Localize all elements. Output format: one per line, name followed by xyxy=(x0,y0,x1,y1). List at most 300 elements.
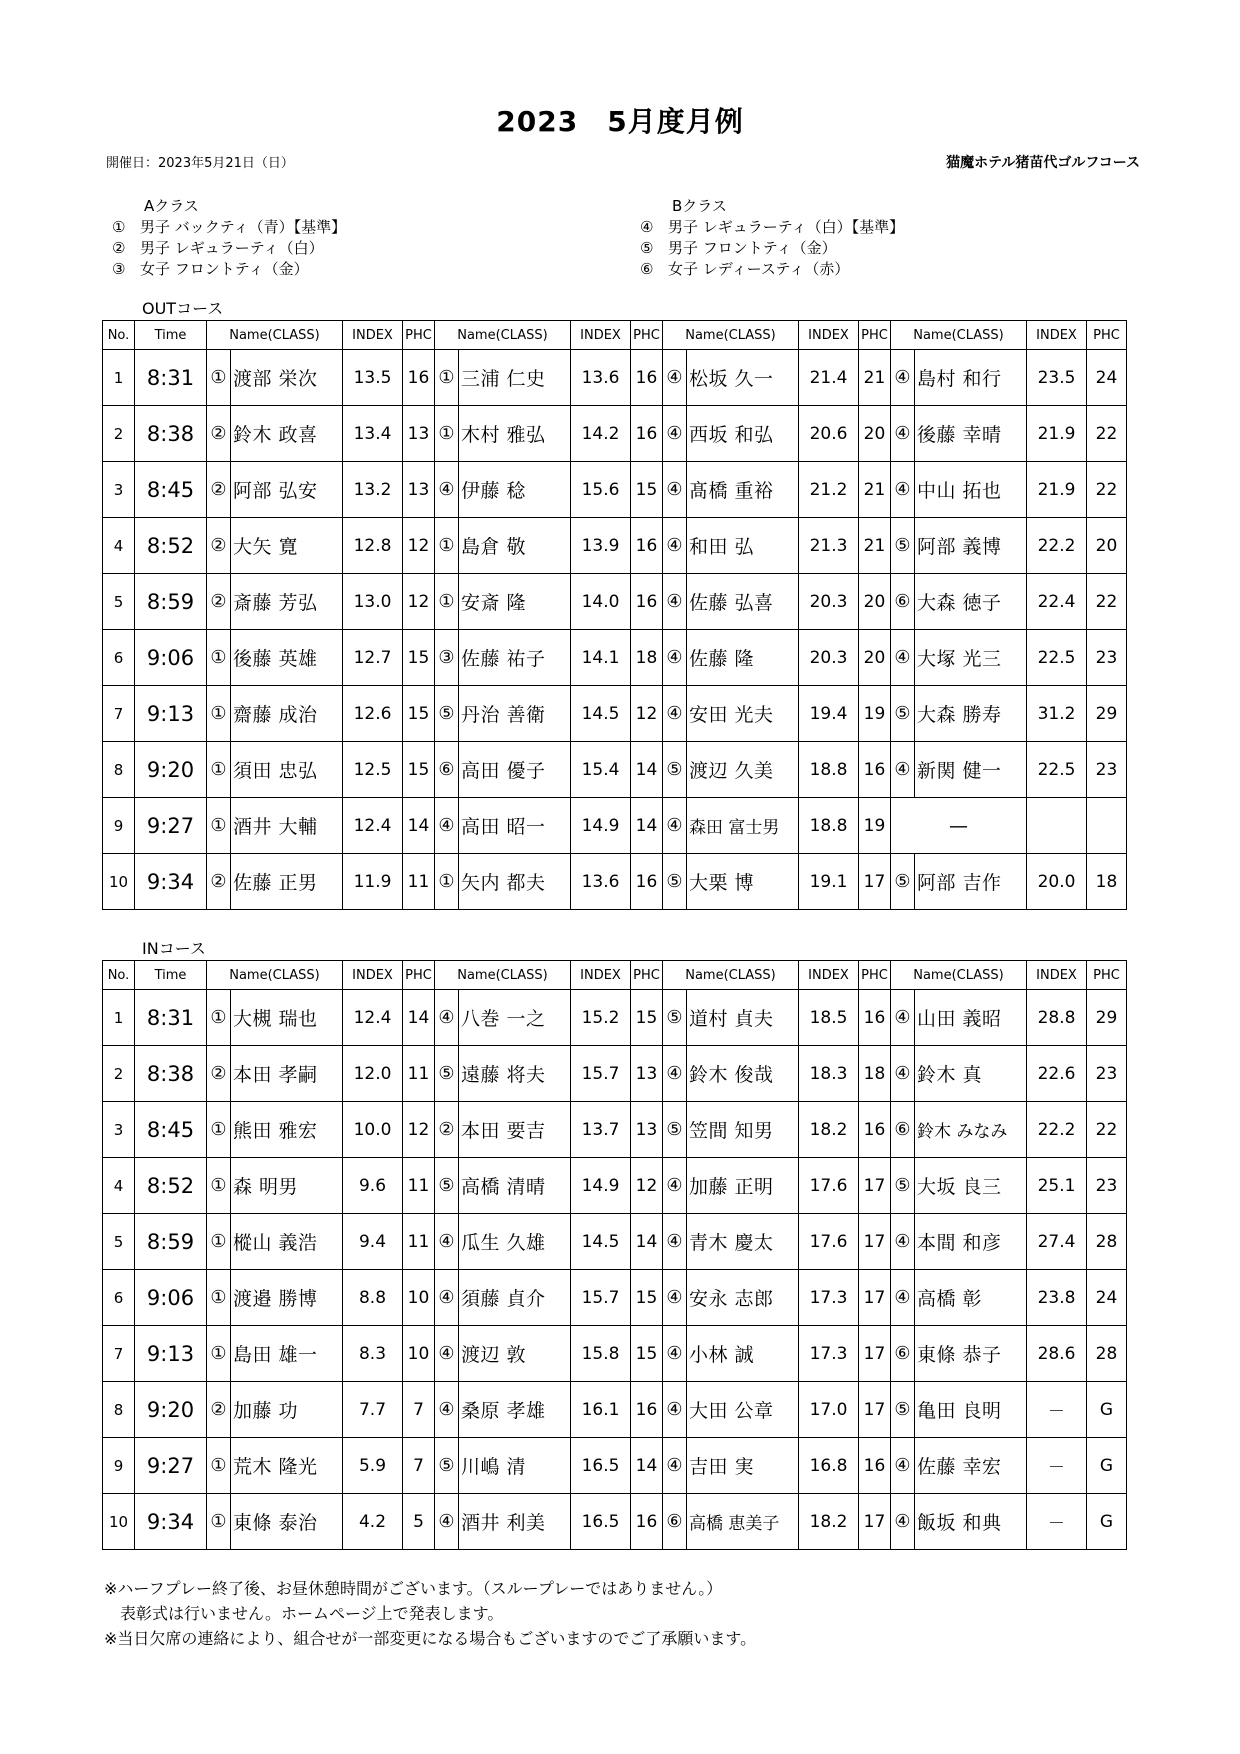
player-phc: 12 xyxy=(631,1158,663,1214)
player-class: ⑤ xyxy=(891,1382,915,1438)
table-row xyxy=(103,1046,1127,1102)
player-phc: 23 xyxy=(1087,1046,1127,1102)
player-phc: 7 xyxy=(403,1382,435,1438)
group-number: 8 xyxy=(103,742,135,798)
player-phc: 16 xyxy=(631,350,663,406)
player-phc: 23 xyxy=(1087,742,1127,798)
tee-time: 9:06 xyxy=(135,1270,207,1326)
tee-time: 8:52 xyxy=(135,1158,207,1214)
player-phc: 5 xyxy=(403,1494,435,1550)
header-index: INDEX xyxy=(343,961,403,990)
player-phc: 13 xyxy=(403,462,435,518)
player-class: ④ xyxy=(435,1382,459,1438)
header-index: INDEX xyxy=(571,321,631,350)
player-name: 大森 勝寿 xyxy=(915,686,1027,742)
player-name: 渡邉 勝博 xyxy=(231,1270,343,1326)
group-number: 9 xyxy=(103,798,135,854)
player-index: 12.8 xyxy=(343,518,403,574)
player-phc: 17 xyxy=(859,1494,891,1550)
player-index: 21.4 xyxy=(799,350,859,406)
player-phc: 11 xyxy=(403,1158,435,1214)
player-name: 佐藤 幸宏 xyxy=(915,1438,1027,1494)
tee-time: 8:59 xyxy=(135,574,207,630)
table-row xyxy=(103,1102,1127,1158)
tee-time: 9:27 xyxy=(135,1438,207,1494)
player-class: ② xyxy=(207,854,231,910)
player-index: 4.2 xyxy=(343,1494,403,1550)
player-name: 齋藤 成治 xyxy=(231,686,343,742)
player-index: 14.9 xyxy=(571,1158,631,1214)
tee-time: 9:20 xyxy=(135,742,207,798)
player-class: ⑤ xyxy=(663,1102,687,1158)
player-index: 19.1 xyxy=(799,854,859,910)
player-name: 渡辺 敦 xyxy=(459,1326,571,1382)
out-course-table xyxy=(102,320,1127,910)
player-class: ④ xyxy=(891,990,915,1046)
player-phc: 16 xyxy=(859,990,891,1046)
player-name: 酒井 利美 xyxy=(459,1494,571,1550)
player-class: ④ xyxy=(891,406,915,462)
player-name: 新関 健一 xyxy=(915,742,1027,798)
player-class: ④ xyxy=(435,1270,459,1326)
player-index: 16.5 xyxy=(571,1438,631,1494)
player-class: ④ xyxy=(663,1326,687,1382)
player-index: 12.6 xyxy=(343,686,403,742)
player-phc: 14 xyxy=(631,798,663,854)
group-number: 6 xyxy=(103,1270,135,1326)
player-phc: 19 xyxy=(859,798,891,854)
player-class: ④ xyxy=(435,1494,459,1550)
player-phc: 22 xyxy=(1087,574,1127,630)
player-name: 道村 貞夫 xyxy=(687,990,799,1046)
player-index: 16.5 xyxy=(571,1494,631,1550)
player-phc: 10 xyxy=(403,1270,435,1326)
player-phc: 16 xyxy=(631,574,663,630)
player-index: 31.2 xyxy=(1027,686,1087,742)
player-phc: 13 xyxy=(403,406,435,462)
tee-time: 8:31 xyxy=(135,350,207,406)
tee-time: 9:20 xyxy=(135,1382,207,1438)
player-class: ① xyxy=(207,1102,231,1158)
player-phc: 23 xyxy=(1087,1158,1127,1214)
player-class: ① xyxy=(207,990,231,1046)
player-name: 鈴木 政喜 xyxy=(231,406,343,462)
player-class: ② xyxy=(207,1382,231,1438)
player-name: 高橋 清晴 xyxy=(459,1158,571,1214)
group-number: 3 xyxy=(103,462,135,518)
player-index: 22.4 xyxy=(1027,574,1087,630)
header-name: Name(CLASS) xyxy=(663,321,799,350)
player-name: 島倉 敬 xyxy=(459,518,571,574)
header-index: INDEX xyxy=(1027,321,1087,350)
header-name: Name(CLASS) xyxy=(207,321,343,350)
page-title: 2023 5月度月例 xyxy=(496,105,744,138)
player-index: 22.5 xyxy=(1027,742,1087,798)
player-class: ② xyxy=(207,462,231,518)
player-name: 東條 恭子 xyxy=(915,1326,1027,1382)
player-phc: 14 xyxy=(403,798,435,854)
player-phc: 16 xyxy=(403,350,435,406)
player-name: 本田 孝嗣 xyxy=(231,1046,343,1102)
player-name: 森田 富士男 xyxy=(687,798,799,854)
player-name: 吉田 実 xyxy=(687,1438,799,1494)
player-index: 14.2 xyxy=(571,406,631,462)
player-class: ② xyxy=(435,1102,459,1158)
player-index: － xyxy=(1027,1382,1087,1438)
player-name: 大森 徳子 xyxy=(915,574,1027,630)
header-name: Name(CLASS) xyxy=(663,961,799,990)
header-row xyxy=(103,961,1127,990)
class-b-item: ④ 男子 レギュラーティ（白）【基準】 xyxy=(640,218,905,236)
group-number: 10 xyxy=(103,1494,135,1550)
player-name: 飯坂 和典 xyxy=(915,1494,1027,1550)
player-class: ① xyxy=(207,686,231,742)
player-index: 14.9 xyxy=(571,798,631,854)
header-time: Time xyxy=(135,961,207,990)
header-index: INDEX xyxy=(571,961,631,990)
player-class: ① xyxy=(435,518,459,574)
player-phc: G xyxy=(1087,1438,1127,1494)
group-number: 4 xyxy=(103,518,135,574)
player-index: 11.9 xyxy=(343,854,403,910)
group-number: 1 xyxy=(103,990,135,1046)
player-class: ④ xyxy=(435,798,459,854)
player-name: 須藤 貞介 xyxy=(459,1270,571,1326)
player-phc: 21 xyxy=(859,350,891,406)
player-phc: 14 xyxy=(631,1438,663,1494)
player-class: ④ xyxy=(663,1382,687,1438)
player-index: 22.2 xyxy=(1027,1102,1087,1158)
player-phc: 17 xyxy=(859,1158,891,1214)
player-phc: 16 xyxy=(859,1102,891,1158)
header-name: Name(CLASS) xyxy=(891,321,1027,350)
class-b-item: ⑥ 女子 レディースティ（赤） xyxy=(640,260,850,278)
group-number: 2 xyxy=(103,1046,135,1102)
player-index: 18.8 xyxy=(799,798,859,854)
player-phc: 12 xyxy=(631,686,663,742)
player-name: 三浦 仁史 xyxy=(459,350,571,406)
player-phc: 17 xyxy=(859,854,891,910)
player-index: 20.3 xyxy=(799,574,859,630)
header-no: No. xyxy=(103,321,135,350)
player-name: 鈴木 真 xyxy=(915,1046,1027,1102)
player-name: 笠間 知男 xyxy=(687,1102,799,1158)
player-phc: 16 xyxy=(631,518,663,574)
tee-time: 9:06 xyxy=(135,630,207,686)
player-phc: 29 xyxy=(1087,686,1127,742)
player-phc: G xyxy=(1087,1494,1127,1550)
player-phc: 23 xyxy=(1087,630,1127,686)
player-index: 13.0 xyxy=(343,574,403,630)
table-row xyxy=(103,630,1127,686)
player-index: 22.6 xyxy=(1027,1046,1087,1102)
player-index: 5.9 xyxy=(343,1438,403,1494)
player-name: 渡辺 久美 xyxy=(687,742,799,798)
player-name: 大矢 寛 xyxy=(231,518,343,574)
player-index: 22.2 xyxy=(1027,518,1087,574)
player-index: － xyxy=(1027,1494,1087,1550)
player-class: ④ xyxy=(663,350,687,406)
player-index: 12.0 xyxy=(343,1046,403,1102)
player-class: ④ xyxy=(435,990,459,1046)
player-class: ⑤ xyxy=(891,686,915,742)
player-phc: 19 xyxy=(859,686,891,742)
player-name: 酒井 大輔 xyxy=(231,798,343,854)
player-class: ③ xyxy=(435,630,459,686)
player-name: 瓜生 久雄 xyxy=(459,1214,571,1270)
player-name: 阿部 弘安 xyxy=(231,462,343,518)
header-name: Name(CLASS) xyxy=(435,321,571,350)
player-index: 13.4 xyxy=(343,406,403,462)
player-index: 14.5 xyxy=(571,686,631,742)
header-phc: PHC xyxy=(859,321,891,350)
player-phc: 17 xyxy=(859,1270,891,1326)
player-index: 8.3 xyxy=(343,1326,403,1382)
player-name: 安斎 隆 xyxy=(459,574,571,630)
player-phc: 13 xyxy=(631,1046,663,1102)
player-class: ⑥ xyxy=(891,1102,915,1158)
player-index: 15.2 xyxy=(571,990,631,1046)
player-phc: 15 xyxy=(403,686,435,742)
player-index: 23.5 xyxy=(1027,350,1087,406)
class-a-item: ② 男子 レギュラーティ（白） xyxy=(112,239,324,257)
group-number: 7 xyxy=(103,686,135,742)
player-name: 佐藤 祐子 xyxy=(459,630,571,686)
table-row xyxy=(103,686,1127,742)
player-class: ④ xyxy=(663,1438,687,1494)
player-class: ① xyxy=(207,630,231,686)
header-time: Time xyxy=(135,321,207,350)
player-class: ⑤ xyxy=(663,854,687,910)
player-name: 加藤 功 xyxy=(231,1382,343,1438)
player-phc: 15 xyxy=(403,742,435,798)
player-phc: 22 xyxy=(1087,406,1127,462)
player-phc: 14 xyxy=(631,1214,663,1270)
tee-time: 9:27 xyxy=(135,798,207,854)
player-name: 後藤 英雄 xyxy=(231,630,343,686)
player-index: 8.8 xyxy=(343,1270,403,1326)
player-phc: 16 xyxy=(631,406,663,462)
header-name: Name(CLASS) xyxy=(207,961,343,990)
player-class: ⑥ xyxy=(663,1494,687,1550)
player-phc: 15 xyxy=(631,462,663,518)
table-row xyxy=(103,1494,1127,1550)
class-a-item: ① 男子 バックティ（青）【基準】 xyxy=(112,218,347,236)
header-name: Name(CLASS) xyxy=(435,961,571,990)
player-class: ① xyxy=(207,742,231,798)
header-phc: PHC xyxy=(1087,321,1127,350)
player-class: ② xyxy=(207,406,231,462)
header-index: INDEX xyxy=(799,321,859,350)
player-class: ⑤ xyxy=(435,1438,459,1494)
group-number: 5 xyxy=(103,574,135,630)
player-index: － xyxy=(1027,1438,1087,1494)
player-phc: 15 xyxy=(403,630,435,686)
player-class: ④ xyxy=(891,462,915,518)
player-index: 15.4 xyxy=(571,742,631,798)
player-name: 島田 雄一 xyxy=(231,1326,343,1382)
player-class: ④ xyxy=(891,1046,915,1102)
header-phc: PHC xyxy=(403,321,435,350)
player-index: 14.5 xyxy=(571,1214,631,1270)
header-phc: PHC xyxy=(403,961,435,990)
player-index: 15.6 xyxy=(571,462,631,518)
player-index: 13.2 xyxy=(343,462,403,518)
player-phc: 15 xyxy=(631,1326,663,1382)
player-phc: 12 xyxy=(403,1102,435,1158)
table-row xyxy=(103,1158,1127,1214)
in-course-table xyxy=(102,960,1127,1550)
player-name: 八巻 一之 xyxy=(459,990,571,1046)
player-class: ④ xyxy=(891,742,915,798)
player-phc: 22 xyxy=(1087,1102,1127,1158)
player-phc: 11 xyxy=(403,854,435,910)
player-name: 加藤 正明 xyxy=(687,1158,799,1214)
group-number: 2 xyxy=(103,406,135,462)
player-class: ④ xyxy=(663,630,687,686)
player-name: 大塚 光三 xyxy=(915,630,1027,686)
player-class: ① xyxy=(207,1494,231,1550)
player-name: 斎藤 芳弘 xyxy=(231,574,343,630)
player-index: 23.8 xyxy=(1027,1270,1087,1326)
tee-time: 8:52 xyxy=(135,518,207,574)
player-index: 18.8 xyxy=(799,742,859,798)
header-name: Name(CLASS) xyxy=(891,961,1027,990)
tee-time: 9:13 xyxy=(135,686,207,742)
player-index: 10.0 xyxy=(343,1102,403,1158)
player-name: 森 明男 xyxy=(231,1158,343,1214)
tee-time: 8:31 xyxy=(135,990,207,1046)
player-name: 髙橋 重裕 xyxy=(687,462,799,518)
player-phc: 18 xyxy=(631,630,663,686)
player-index: 13.6 xyxy=(571,854,631,910)
player-class: ④ xyxy=(891,630,915,686)
player-class: ① xyxy=(207,1158,231,1214)
player-phc: 22 xyxy=(1087,462,1127,518)
player-index: 15.7 xyxy=(571,1270,631,1326)
player-name: 本間 和彦 xyxy=(915,1214,1027,1270)
tee-time: 8:38 xyxy=(135,1046,207,1102)
player-name: 高田 昭一 xyxy=(459,798,571,854)
player-name: 大坂 良三 xyxy=(915,1158,1027,1214)
tee-time: 9:34 xyxy=(135,1494,207,1550)
player-name: 安永 志郎 xyxy=(687,1270,799,1326)
player-index: 16.8 xyxy=(799,1438,859,1494)
player-name: 高田 優子 xyxy=(459,742,571,798)
player-name: 荒木 隆光 xyxy=(231,1438,343,1494)
player-index: 25.1 xyxy=(1027,1158,1087,1214)
player-index: 21.9 xyxy=(1027,406,1087,462)
player-class: ④ xyxy=(891,1494,915,1550)
group-number: 9 xyxy=(103,1438,135,1494)
player-name: 鈴木 みなみ xyxy=(915,1102,1027,1158)
player-name: 渡部 栄次 xyxy=(231,350,343,406)
player-class: ① xyxy=(435,574,459,630)
player-index: 28.6 xyxy=(1027,1326,1087,1382)
player-index: 18.3 xyxy=(799,1046,859,1102)
player-class: ④ xyxy=(663,406,687,462)
header-index: INDEX xyxy=(343,321,403,350)
player-name: 山田 義昭 xyxy=(915,990,1027,1046)
player-class: ② xyxy=(207,574,231,630)
table-row xyxy=(103,518,1127,574)
group-number: 3 xyxy=(103,1102,135,1158)
header-index: INDEX xyxy=(1027,961,1087,990)
player-phc: 24 xyxy=(1087,350,1127,406)
player-index: 14.1 xyxy=(571,630,631,686)
player-index xyxy=(1027,798,1087,854)
header-row xyxy=(103,321,1127,350)
player-phc: 16 xyxy=(631,1382,663,1438)
table-row xyxy=(103,1382,1127,1438)
player-phc: 14 xyxy=(631,742,663,798)
player-name: 島村 和行 xyxy=(915,350,1027,406)
player-index: 15.7 xyxy=(571,1046,631,1102)
player-name: 川嶋 清 xyxy=(459,1438,571,1494)
player-name: 亀田 良明 xyxy=(915,1382,1027,1438)
player-name: 佐藤 弘喜 xyxy=(687,574,799,630)
table-row xyxy=(103,1270,1127,1326)
table-row xyxy=(103,1438,1127,1494)
player-phc: 17 xyxy=(859,1326,891,1382)
player-index: 17.0 xyxy=(799,1382,859,1438)
player-phc: 20 xyxy=(859,574,891,630)
player-phc: 13 xyxy=(631,1102,663,1158)
player-index: 7.7 xyxy=(343,1382,403,1438)
player-index: 13.5 xyxy=(343,350,403,406)
table-row xyxy=(103,574,1127,630)
player-name: 高橋 彰 xyxy=(915,1270,1027,1326)
player-class: ④ xyxy=(435,462,459,518)
player-phc: 28 xyxy=(1087,1214,1127,1270)
player-index: 15.8 xyxy=(571,1326,631,1382)
player-index: 9.6 xyxy=(343,1158,403,1214)
player-index: 12.4 xyxy=(343,990,403,1046)
player-phc: 20 xyxy=(1087,518,1127,574)
player-phc: G xyxy=(1087,1382,1127,1438)
table-row xyxy=(103,462,1127,518)
player-name: 鈴木 俊哉 xyxy=(687,1046,799,1102)
player-name: 高橋 恵美子 xyxy=(687,1494,799,1550)
player-index: 9.4 xyxy=(343,1214,403,1270)
player-index: 13.9 xyxy=(571,518,631,574)
tee-time: 8:38 xyxy=(135,406,207,462)
player-name: 本田 要吉 xyxy=(459,1102,571,1158)
table-row xyxy=(103,1214,1127,1270)
table-row xyxy=(103,854,1127,910)
header-index: INDEX xyxy=(799,961,859,990)
player-index: 12.4 xyxy=(343,798,403,854)
player-index: 21.2 xyxy=(799,462,859,518)
player-name: 和田 弘 xyxy=(687,518,799,574)
player-index: 22.5 xyxy=(1027,630,1087,686)
player-class: ⑤ xyxy=(435,1158,459,1214)
group-number: 10 xyxy=(103,854,135,910)
player-class: ⑤ xyxy=(663,990,687,1046)
player-index: 17.3 xyxy=(799,1270,859,1326)
player-class: ⑥ xyxy=(891,1326,915,1382)
tee-time: 8:45 xyxy=(135,462,207,518)
group-number: 8 xyxy=(103,1382,135,1438)
player-class: ⑤ xyxy=(891,518,915,574)
player-index: 21.3 xyxy=(799,518,859,574)
note-line: 表彰式は行いません。ホームページ上で発表します。 xyxy=(104,1604,504,1623)
class-b-legend xyxy=(640,196,904,280)
player-index: 18.2 xyxy=(799,1102,859,1158)
player-name: 阿部 吉作 xyxy=(915,854,1027,910)
player-name: 矢内 都夫 xyxy=(459,854,571,910)
player-phc: 29 xyxy=(1087,990,1127,1046)
